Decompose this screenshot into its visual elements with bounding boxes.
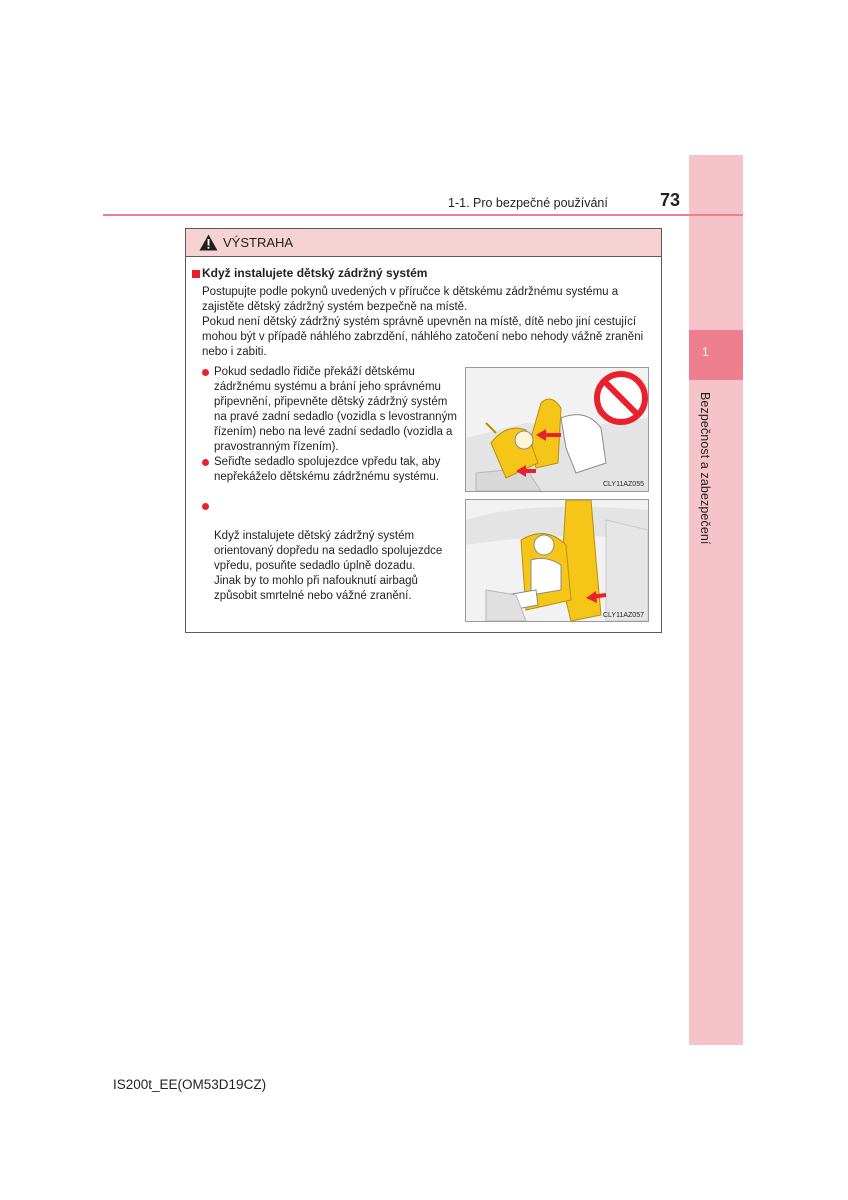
warning-title: VÝSTRAHA [223,235,294,250]
bullet-passenger-seat [202,455,457,485]
header-rule [103,214,743,216]
chapter-number-tab [689,330,743,380]
manual-code: IS200t_EE(OM53D19CZ) [113,1077,267,1092]
warning-header [186,229,661,257]
paragraph-instructions: Postupujte podle pokynů uvedených v příručce k dětskému zádržnému systému a zajistěte dětský zádržný systém bezpečně na místě. [202,286,619,313]
warning-subheading: Když instalujete dětský zádržný systém [202,266,428,280]
bullet-text: Seřiďte sedadlo spolujezdce vpředu tak, aby nepřekáželo dětskému zádržnému systému. [214,456,441,483]
section-title: 1-1. Pro bezpečné používání [448,196,608,210]
bullet-text: Pokud sedadlo řidiče překáží dětskému zádržnému systému a brání jeho správnému připevnění, připevněte dětský zádržný systém na pravé zadní sedadlo (vozidla s levostranným řízením) nebo na levé zadní sedadlo (vozidla a pravostranným řízením). [214,366,457,453]
front-passenger-seat-illustration [466,500,648,621]
red-dot-bullet-icon [202,369,209,376]
chapter-title: Bezpečnost a zabezpečení [698,392,712,545]
bullet-text: Když instalujete dětský zádržný systém orientovaný dopředu na sedadlo spolujezdce vpředu, posuňte sedadlo úplně dozadu. Jinak by to mohlo při nafouknutí airbagů způsobit smrtelné nebo vážné zranění. [214,530,443,602]
illustration-code: CLY11AZ057 [603,612,644,619]
red-dot-bullet-icon [202,503,209,510]
rear-seat-prohibited-illustration [466,368,648,491]
red-square-bullet-icon [192,270,200,278]
warning-box [185,228,662,633]
page-number: 73 [660,190,681,210]
illustration-rear-seat [465,367,649,492]
chapter-number: 1 [702,345,709,359]
bullet-driver-seat [202,365,457,455]
red-dot-bullet-icon [202,459,209,466]
chapter-side-tab [689,155,743,1045]
illustration-front-passenger [465,499,649,622]
paragraph-danger: Pokud není dětský zádržný systém správně upevněn na místě, dítě nebo jiní cestující mohou být v případě náhlého zabrzdění, náhlého zatočení nebo nehody vážně zraněni nebo i zabiti. [202,316,644,358]
bullet-forward-facing [202,499,457,619]
warning-triangle-icon [199,234,218,251]
illustration-code: CLY11AZ055 [603,481,644,488]
